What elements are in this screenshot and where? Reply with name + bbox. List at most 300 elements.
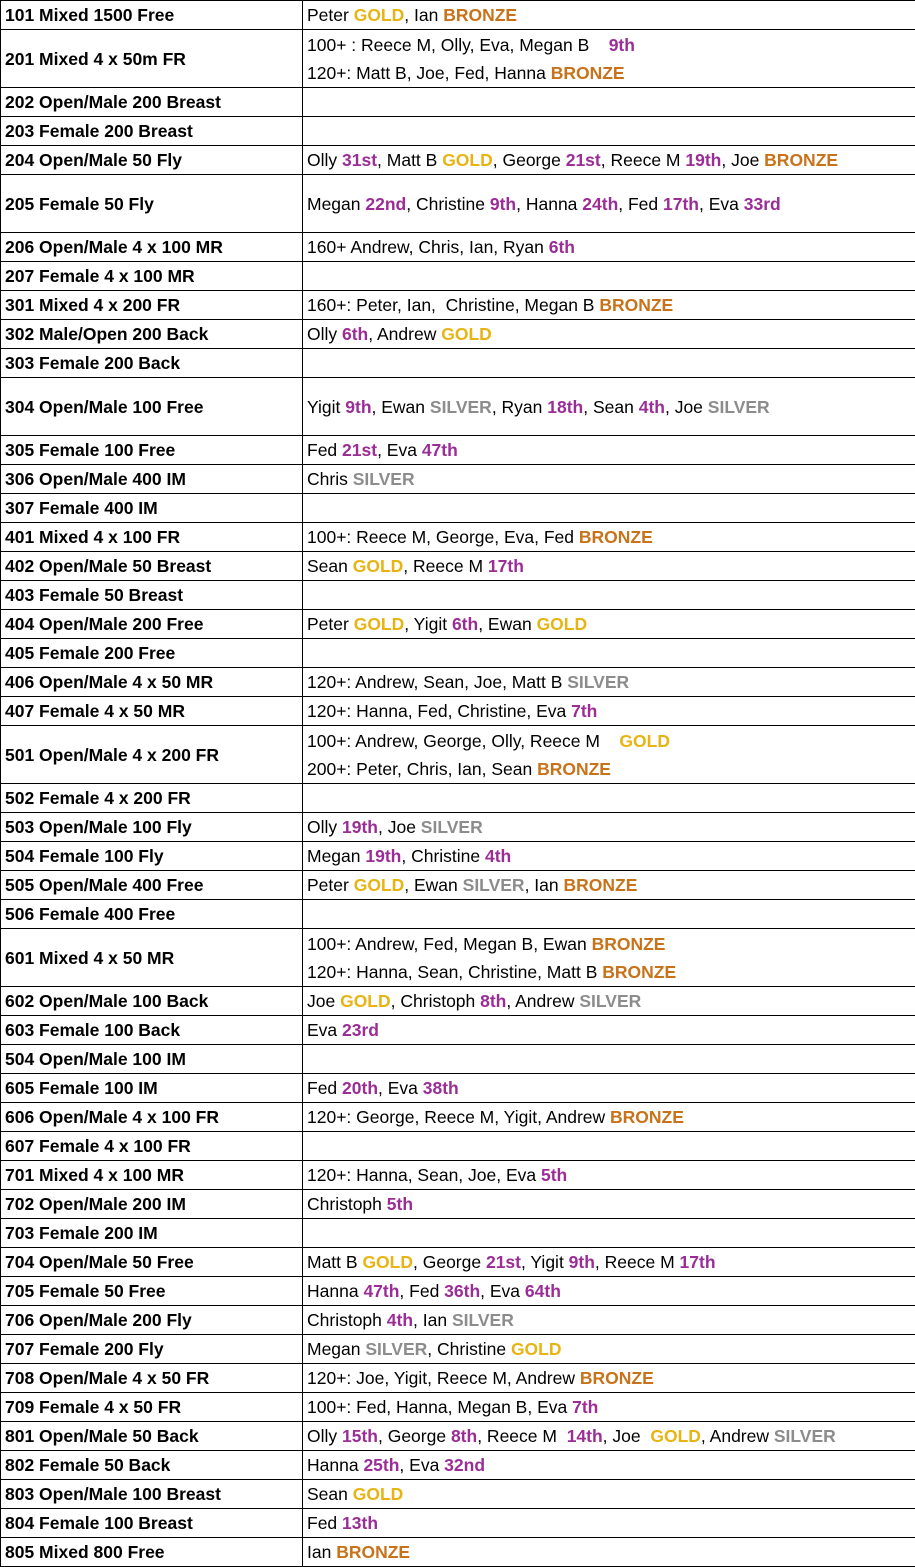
placing-label: 15th	[342, 1426, 378, 1446]
result-line	[307, 291, 911, 319]
result-text: , Sean	[583, 396, 639, 417]
result-line	[307, 1103, 911, 1131]
table-row	[1, 900, 915, 929]
result-line	[307, 1016, 911, 1044]
result-text: 120+: Hanna, Sean, Joe, Eva	[307, 1165, 541, 1185]
result-text: , Christine	[401, 846, 485, 866]
placing-label: 33rd	[743, 193, 781, 214]
result-text: , Eva	[480, 1281, 525, 1301]
event-name-cell: 205 Female 50 Fly	[1, 175, 303, 233]
medal-label-gold: GOLD	[353, 5, 405, 25]
result-text: , George	[377, 1426, 451, 1446]
placing-label: 19th	[342, 817, 378, 837]
placing-label: 7th	[572, 1397, 599, 1417]
placing-label: 19th	[685, 150, 722, 170]
table-row	[1, 1277, 915, 1306]
result-text: , Eva	[399, 1455, 445, 1475]
result-line	[307, 1509, 911, 1537]
placing-label: 4th	[638, 396, 665, 417]
table-row	[1, 30, 915, 88]
results-cell	[303, 1538, 915, 1567]
placing-label: 21st	[342, 440, 378, 460]
result-text: Hanna	[307, 1281, 364, 1301]
table-row	[1, 929, 915, 987]
result-text: , Reece M	[477, 1426, 567, 1446]
results-cell	[303, 233, 915, 262]
result-text: , Reece M	[600, 150, 686, 170]
event-name-cell: 402 Open/Male 50 Breast	[1, 552, 303, 581]
medal-label-silver: SILVER	[429, 396, 492, 417]
placing-label: 47th	[421, 440, 458, 460]
result-line	[307, 1480, 911, 1508]
result-line	[307, 465, 911, 493]
result-text: Olly	[307, 150, 342, 170]
medal-label-bronze: BRONZE	[443, 5, 518, 25]
result-text: Fed	[307, 1513, 343, 1533]
results-cell	[303, 378, 915, 436]
placing-label: 17th	[663, 193, 699, 214]
result-line	[307, 842, 911, 870]
result-line	[307, 958, 911, 986]
results-table-body	[1, 1, 915, 1567]
event-name-cell: 207 Female 4 x 100 MR	[1, 262, 303, 291]
result-line	[307, 320, 911, 348]
event-name-cell: 706 Open/Male 200 Fly	[1, 1306, 303, 1335]
result-text: , Ewan	[371, 396, 430, 417]
event-name-cell: 503 Open/Male 100 Fly	[1, 813, 303, 842]
results-cell	[303, 784, 915, 813]
result-line	[307, 871, 911, 899]
result-text: , George	[492, 150, 566, 170]
placing-label: 22nd	[365, 193, 407, 214]
result-text: Megan	[307, 193, 366, 214]
result-text: , Joe	[602, 1426, 651, 1446]
result-text: Olly	[307, 817, 342, 837]
table-row	[1, 262, 915, 291]
result-line	[307, 1364, 911, 1392]
result-text: 100+: Andrew, Fed, Megan B, Ewan	[307, 933, 592, 954]
result-text: Hanna	[307, 1455, 364, 1475]
medal-label-silver: SILVER	[773, 1426, 836, 1446]
result-text: 120+: Hanna, Sean, Christine, Matt B	[307, 961, 603, 982]
result-text: , Eva	[377, 440, 422, 460]
result-text: , Eva	[378, 1078, 423, 1098]
results-cell	[303, 668, 915, 697]
results-cell	[303, 1219, 915, 1248]
result-text: Fed	[307, 1078, 343, 1098]
result-line	[307, 190, 911, 218]
table-row	[1, 1480, 915, 1509]
event-name-cell: 305 Female 100 Free	[1, 436, 303, 465]
table-row	[1, 1132, 915, 1161]
placing-label: 17th	[679, 1252, 716, 1272]
event-name-cell: 101 Mixed 1500 Free	[1, 1, 303, 30]
results-cell	[303, 1335, 915, 1364]
event-name-cell: 504 Female 100 Fly	[1, 842, 303, 871]
event-name-cell: 703 Female 200 IM	[1, 1219, 303, 1248]
medal-label-gold: GOLD	[353, 614, 405, 634]
medal-label-silver: SILVER	[707, 396, 770, 417]
table-row	[1, 117, 915, 146]
result-text: Christoph	[307, 1194, 387, 1214]
event-name-cell: 602 Open/Male 100 Back	[1, 987, 303, 1016]
result-text: , Eva	[699, 193, 744, 214]
medal-label-gold: GOLD	[441, 324, 492, 344]
medal-label-gold: GOLD	[510, 1339, 562, 1359]
result-text: , Ewan	[404, 875, 463, 895]
result-text: 100+: Fed, Hanna, Megan B, Eva	[307, 1397, 573, 1417]
results-cell	[303, 552, 915, 581]
results-cell	[303, 494, 915, 523]
table-row	[1, 1451, 915, 1480]
result-text: , Christine	[427, 1339, 511, 1359]
medal-label-silver: SILVER	[352, 469, 415, 489]
placing-label: 19th	[365, 846, 402, 866]
placing-label: 21st	[565, 150, 601, 170]
medal-label-gold: GOLD	[362, 1252, 413, 1272]
table-row	[1, 697, 915, 726]
placing-label: 9th	[345, 396, 372, 417]
event-name-cell: 403 Female 50 Breast	[1, 581, 303, 610]
result-text: , Yigit	[521, 1252, 569, 1272]
event-name-cell: 605 Female 100 IM	[1, 1074, 303, 1103]
table-row	[1, 523, 915, 552]
placing-label: 9th	[489, 193, 517, 214]
result-text: 160+ Andrew, Chris, Ian, Ryan	[307, 237, 549, 257]
table-row	[1, 552, 915, 581]
results-cell	[303, 900, 915, 929]
placing-label: 25th	[363, 1455, 400, 1475]
medal-label-silver: SILVER	[420, 817, 483, 837]
result-text: Joe	[307, 991, 341, 1011]
event-name-cell: 802 Female 50 Back	[1, 1451, 303, 1480]
results-cell	[303, 1045, 915, 1074]
placing-label: 8th	[480, 991, 507, 1011]
table-row	[1, 320, 915, 349]
event-name-cell: 204 Open/Male 50 Fly	[1, 146, 303, 175]
event-name-cell: 607 Female 4 x 100 FR	[1, 1132, 303, 1161]
table-row	[1, 610, 915, 639]
result-text: 120+: Andrew, Sean, Joe, Matt B	[307, 672, 568, 692]
result-line	[307, 1538, 911, 1566]
table-row	[1, 668, 915, 697]
table-row	[1, 349, 915, 378]
event-name-cell: 709 Female 4 x 50 FR	[1, 1393, 303, 1422]
result-text: Peter	[307, 5, 354, 25]
result-line	[307, 1190, 911, 1218]
event-name-cell: 306 Open/Male 400 IM	[1, 465, 303, 494]
placing-label: 9th	[568, 1252, 595, 1272]
placing-label: 20th	[342, 1078, 379, 1098]
placing-label: 36th	[444, 1281, 481, 1301]
results-cell	[303, 639, 915, 668]
results-cell	[303, 436, 915, 465]
results-cell	[303, 987, 915, 1016]
result-text: , Andrew	[368, 324, 442, 344]
result-line	[307, 610, 911, 638]
event-name-cell: 603 Female 100 Back	[1, 1016, 303, 1045]
table-row	[1, 1509, 915, 1538]
result-text: 200+: Peter, Chris, Ian, Sean	[307, 758, 538, 779]
result-text: Fed	[307, 440, 343, 460]
medal-label-gold: GOLD	[536, 614, 588, 634]
results-cell	[303, 175, 915, 233]
placing-label: 17th	[487, 556, 524, 576]
medal-label-gold: GOLD	[650, 1426, 701, 1446]
event-name-cell: 406 Open/Male 4 x 50 MR	[1, 668, 303, 697]
placing-label: 6th	[451, 614, 479, 634]
table-row	[1, 1364, 915, 1393]
medal-label-bronze: BRONZE	[764, 150, 839, 170]
result-line	[307, 1335, 911, 1363]
results-cell	[303, 88, 915, 117]
result-text: , Fed	[618, 193, 664, 214]
results-cell	[303, 581, 915, 610]
result-text: , Ewan	[478, 614, 537, 634]
result-line	[307, 1393, 911, 1421]
medal-label-bronze: BRONZE	[602, 961, 677, 982]
results-cell	[303, 1393, 915, 1422]
placing-label: 9th	[608, 34, 635, 55]
event-name-cell: 708 Open/Male 4 x 50 FR	[1, 1364, 303, 1393]
table-row	[1, 639, 915, 668]
table-row	[1, 146, 915, 175]
result-line	[307, 146, 911, 174]
result-text: Matt B	[307, 1252, 363, 1272]
result-line	[307, 393, 911, 421]
placing-label: 47th	[363, 1281, 400, 1301]
result-line	[307, 436, 911, 464]
event-name-cell: 803 Open/Male 100 Breast	[1, 1480, 303, 1509]
event-name-cell: 407 Female 4 x 50 MR	[1, 697, 303, 726]
result-line	[307, 668, 911, 696]
results-cell	[303, 523, 915, 552]
results-cell	[303, 30, 915, 88]
event-name-cell: 501 Open/Male 4 x 200 FR	[1, 726, 303, 784]
result-text: 120+: Matt B, Joe, Fed, Hanna	[307, 62, 551, 83]
result-line	[307, 523, 911, 551]
results-cell	[303, 1451, 915, 1480]
table-row	[1, 1103, 915, 1132]
medal-label-gold: GOLD	[352, 556, 404, 576]
event-name-cell: 504 Open/Male 100 IM	[1, 1045, 303, 1074]
table-row	[1, 494, 915, 523]
medal-label-bronze: BRONZE	[336, 1542, 411, 1562]
placing-label: 31st	[342, 150, 378, 170]
result-line	[307, 987, 911, 1015]
medal-label-bronze: BRONZE	[579, 1368, 654, 1388]
result-text: 120+: George, Reece M, Yigit, Andrew	[307, 1107, 611, 1127]
placing-label: 21st	[485, 1252, 521, 1272]
placing-label: 24th	[582, 193, 619, 214]
event-name-cell: 301 Mixed 4 x 200 FR	[1, 291, 303, 320]
medal-label-bronze: BRONZE	[537, 758, 611, 779]
result-text: Megan	[307, 1339, 366, 1359]
result-text: Ian	[307, 1542, 337, 1562]
event-name-cell: 502 Female 4 x 200 FR	[1, 784, 303, 813]
table-row	[1, 1422, 915, 1451]
results-cell	[303, 813, 915, 842]
results-cell	[303, 1, 915, 30]
result-line	[307, 813, 911, 841]
event-name-cell: 405 Female 200 Free	[1, 639, 303, 668]
table-row	[1, 813, 915, 842]
results-cell	[303, 146, 915, 175]
results-cell	[303, 1016, 915, 1045]
result-line	[307, 59, 911, 87]
result-text: Sean	[307, 1484, 353, 1504]
placing-label: 13th	[342, 1513, 379, 1533]
placing-label: 5th	[541, 1165, 568, 1185]
result-text: , Andrew	[700, 1426, 774, 1446]
medal-label-gold: GOLD	[442, 150, 493, 170]
event-name-cell: 705 Female 50 Free	[1, 1277, 303, 1306]
medal-label-silver: SILVER	[567, 672, 630, 692]
medal-label-gold: GOLD	[353, 875, 405, 895]
results-cell	[303, 1277, 915, 1306]
result-text: , Hanna	[516, 193, 583, 214]
placing-label: 23rd	[342, 1020, 379, 1040]
results-cell	[303, 349, 915, 378]
placing-label: 4th	[386, 1310, 414, 1330]
result-text: , Ian	[404, 5, 444, 25]
table-row	[1, 871, 915, 900]
table-row	[1, 88, 915, 117]
results-cell	[303, 262, 915, 291]
event-name-cell: 506 Female 400 Free	[1, 900, 303, 929]
results-cell	[303, 1132, 915, 1161]
medal-label-bronze: BRONZE	[578, 527, 653, 547]
result-text: Yigit	[307, 396, 346, 417]
event-name-cell: 302 Male/Open 200 Back	[1, 320, 303, 349]
placing-label: 6th	[342, 324, 369, 344]
event-name-cell: 202 Open/Male 200 Breast	[1, 88, 303, 117]
placing-label: 8th	[450, 1426, 478, 1446]
results-cell	[303, 929, 915, 987]
result-text: Megan	[307, 846, 366, 866]
results-cell	[303, 1364, 915, 1393]
result-line	[307, 727, 911, 755]
result-text: , Ryan	[491, 396, 548, 417]
placing-label: 7th	[571, 701, 598, 721]
results-cell	[303, 1190, 915, 1219]
result-line	[307, 697, 911, 725]
table-row	[1, 581, 915, 610]
table-row	[1, 465, 915, 494]
event-name-cell: 601 Mixed 4 x 50 MR	[1, 929, 303, 987]
placing-label: 6th	[548, 237, 575, 257]
placing-label: 5th	[386, 1194, 414, 1214]
table-row	[1, 1219, 915, 1248]
medal-label-bronze: BRONZE	[563, 875, 638, 895]
result-text: Olly	[307, 324, 342, 344]
result-text: Peter	[307, 614, 354, 634]
medal-label-gold: GOLD	[340, 991, 391, 1011]
event-name-cell: 707 Female 200 Fly	[1, 1335, 303, 1364]
medal-label-silver: SILVER	[462, 875, 525, 895]
table-row	[1, 291, 915, 320]
table-row	[1, 175, 915, 233]
event-name-cell: 303 Female 200 Back	[1, 349, 303, 378]
results-cell	[303, 1074, 915, 1103]
result-text: Chris	[307, 469, 353, 489]
result-text: 120+: Joe, Yigit, Reece M, Andrew	[307, 1368, 580, 1388]
event-name-cell: 404 Open/Male 200 Free	[1, 610, 303, 639]
event-name-cell: 701 Mixed 4 x 100 MR	[1, 1161, 303, 1190]
result-line	[307, 552, 911, 580]
event-name-cell: 206 Open/Male 4 x 100 MR	[1, 233, 303, 262]
results-cell	[303, 1103, 915, 1132]
event-name-cell: 801 Open/Male 50 Back	[1, 1422, 303, 1451]
result-text: , Reece M	[594, 1252, 680, 1272]
result-text: , Reece M	[403, 556, 488, 576]
medal-label-silver: SILVER	[365, 1339, 428, 1359]
result-text: , Ian	[413, 1310, 452, 1330]
results-cell	[303, 1480, 915, 1509]
result-text: 120+: Hanna, Fed, Christine, Eva	[307, 701, 572, 721]
result-text: , Christoph	[390, 991, 481, 1011]
medal-label-bronze: BRONZE	[550, 62, 625, 83]
result-text: Peter	[307, 875, 354, 895]
result-line	[307, 1422, 911, 1450]
medal-label-gold: GOLD	[619, 730, 670, 751]
result-text: 100+: Andrew, George, Olly, Reece M	[307, 730, 620, 751]
result-line	[307, 1074, 911, 1102]
result-text: , Yigit	[404, 614, 452, 634]
results-cell	[303, 871, 915, 900]
table-row	[1, 1306, 915, 1335]
table-row	[1, 784, 915, 813]
event-name-cell: 704 Open/Male 50 Free	[1, 1248, 303, 1277]
medal-label-silver: SILVER	[451, 1310, 514, 1330]
result-line	[307, 755, 911, 783]
results-cell	[303, 610, 915, 639]
table-row	[1, 1074, 915, 1103]
results-cell	[303, 1422, 915, 1451]
result-text: , Christine	[406, 193, 490, 214]
event-name-cell: 307 Female 400 IM	[1, 494, 303, 523]
result-text: Olly	[307, 1426, 342, 1446]
results-cell	[303, 697, 915, 726]
results-cell	[303, 1509, 915, 1538]
result-line	[307, 31, 911, 59]
results-cell	[303, 1161, 915, 1190]
table-row	[1, 842, 915, 871]
event-name-cell: 505 Open/Male 400 Free	[1, 871, 303, 900]
result-text: Sean	[307, 556, 353, 576]
result-text: , Fed	[399, 1281, 445, 1301]
result-text: , Joe	[377, 817, 421, 837]
result-text: , George	[413, 1252, 486, 1272]
placing-label: 64th	[524, 1281, 561, 1301]
result-line	[307, 1248, 911, 1276]
event-name-cell: 304 Open/Male 100 Free	[1, 378, 303, 436]
results-cell	[303, 465, 915, 494]
result-text: , Matt B	[377, 150, 443, 170]
event-name-cell: 606 Open/Male 4 x 100 FR	[1, 1103, 303, 1132]
table-row	[1, 436, 915, 465]
result-line	[307, 930, 911, 958]
table-row	[1, 1393, 915, 1422]
results-cell	[303, 291, 915, 320]
results-cell	[303, 1306, 915, 1335]
table-row	[1, 1016, 915, 1045]
result-line	[307, 1277, 911, 1305]
medal-label-silver: SILVER	[579, 991, 642, 1011]
table-row	[1, 1248, 915, 1277]
result-text: 100+: Reece M, George, Eva, Fed	[307, 527, 579, 547]
result-text: Eva	[307, 1020, 343, 1040]
